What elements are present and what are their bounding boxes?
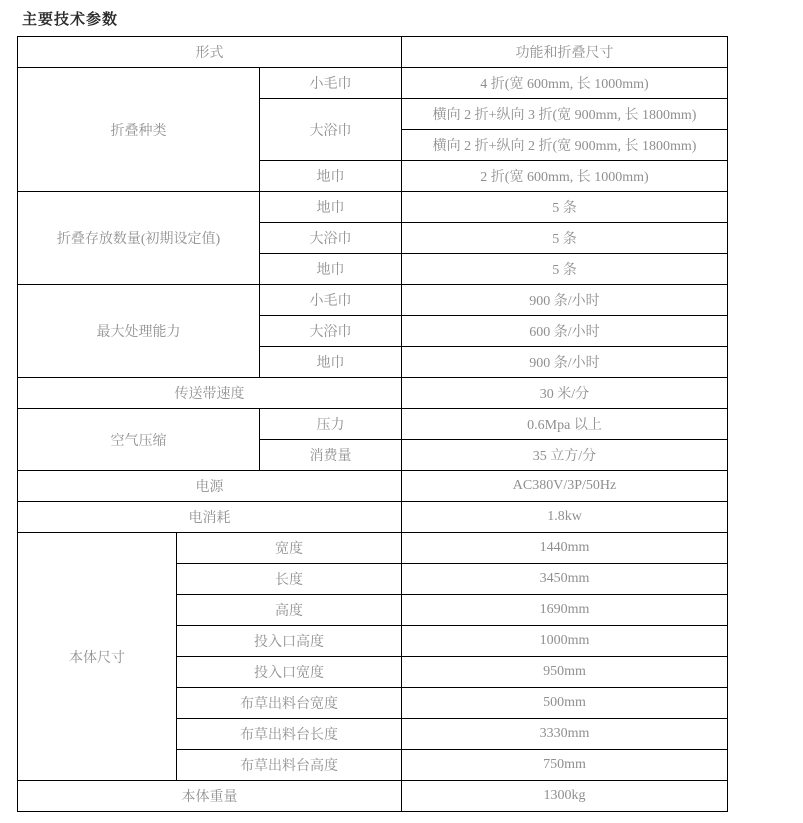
item-cell-floor-towel: 地巾 [260,161,402,192]
item-cell: 高度 [177,595,402,626]
value-cell: 750mm [402,750,728,781]
value-cell-power-supply: AC380V/3P/50Hz [402,471,728,502]
page-title: 主要技术参数 [22,12,119,28]
value-cell-small-towel-fold: 4 折(宽 600mm, 长 1000mm) [402,68,728,99]
value-cell: 5 条 [402,223,728,254]
item-cell-small-towel: 小毛巾 [260,68,402,99]
table-row [18,68,728,99]
section-label-folding-types: 折叠种类 [18,68,260,192]
table-row [18,285,728,316]
item-cell: 宽度 [177,533,402,564]
table-row [18,471,728,502]
item-cell: 投入口宽度 [177,657,402,688]
spec-table [17,36,728,812]
value-cell-floor-towel-fold: 2 折(宽 600mm, 长 1000mm) [402,161,728,192]
item-cell: 长度 [177,564,402,595]
item-cell: 消费量 [260,440,402,471]
section-label-belt-speed: 传送带速度 [18,378,402,409]
section-label-max-capacity: 最大处理能力 [18,285,260,378]
section-label-power-consumption: 电消耗 [18,502,402,533]
value-cell: 900 条/小时 [402,285,728,316]
table-row [18,409,728,440]
table-row [18,781,728,812]
value-cell: 35 立方/分 [402,440,728,471]
value-cell-belt-speed: 30 米/分 [402,378,728,409]
value-cell: 1440mm [402,533,728,564]
item-cell: 布草出料台长度 [177,719,402,750]
value-cell: 5 条 [402,192,728,223]
value-cell: 1000mm [402,626,728,657]
section-label-body-weight: 本体重量 [18,781,402,812]
section-label-power-supply: 电源 [18,471,402,502]
item-cell: 地巾 [260,254,402,285]
item-cell: 地巾 [260,347,402,378]
value-cell: 900 条/小时 [402,347,728,378]
value-cell-power-consumption: 1.8kw [402,502,728,533]
table-row [18,502,728,533]
item-cell: 压力 [260,409,402,440]
value-cell-bath-towel-fold-1: 横向 2 折+纵向 3 折(宽 900mm, 长 1800mm) [402,99,728,130]
value-cell: 1690mm [402,595,728,626]
value-cell: 500mm [402,688,728,719]
table-row-header [18,37,728,68]
item-cell: 地巾 [260,192,402,223]
item-cell: 布草出料台宽度 [177,688,402,719]
value-cell-body-weight: 1300kg [402,781,728,812]
table-row [18,533,728,564]
section-label-air-compression: 空气压缩 [18,409,260,471]
value-cell: 950mm [402,657,728,688]
table-row [18,192,728,223]
value-cell: 3330mm [402,719,728,750]
value-cell: 600 条/小时 [402,316,728,347]
header-cell-form: 形式 [18,37,402,68]
value-cell: 0.6Mpa 以上 [402,409,728,440]
value-cell: 3450mm [402,564,728,595]
item-cell: 大浴巾 [260,316,402,347]
section-label-storage-quantity: 折叠存放数量(初期设定值) [18,192,260,285]
item-cell-bath-towel: 大浴巾 [260,99,402,161]
item-cell: 布草出料台高度 [177,750,402,781]
header-cell-function-size: 功能和折叠尺寸 [402,37,728,68]
section-label-body-dimensions: 本体尺寸 [18,533,177,781]
value-cell-bath-towel-fold-2: 横向 2 折+纵向 2 折(宽 900mm, 长 1800mm) [402,130,728,161]
item-cell: 投入口高度 [177,626,402,657]
item-cell: 大浴巾 [260,223,402,254]
table-row [18,378,728,409]
item-cell: 小毛巾 [260,285,402,316]
value-cell: 5 条 [402,254,728,285]
